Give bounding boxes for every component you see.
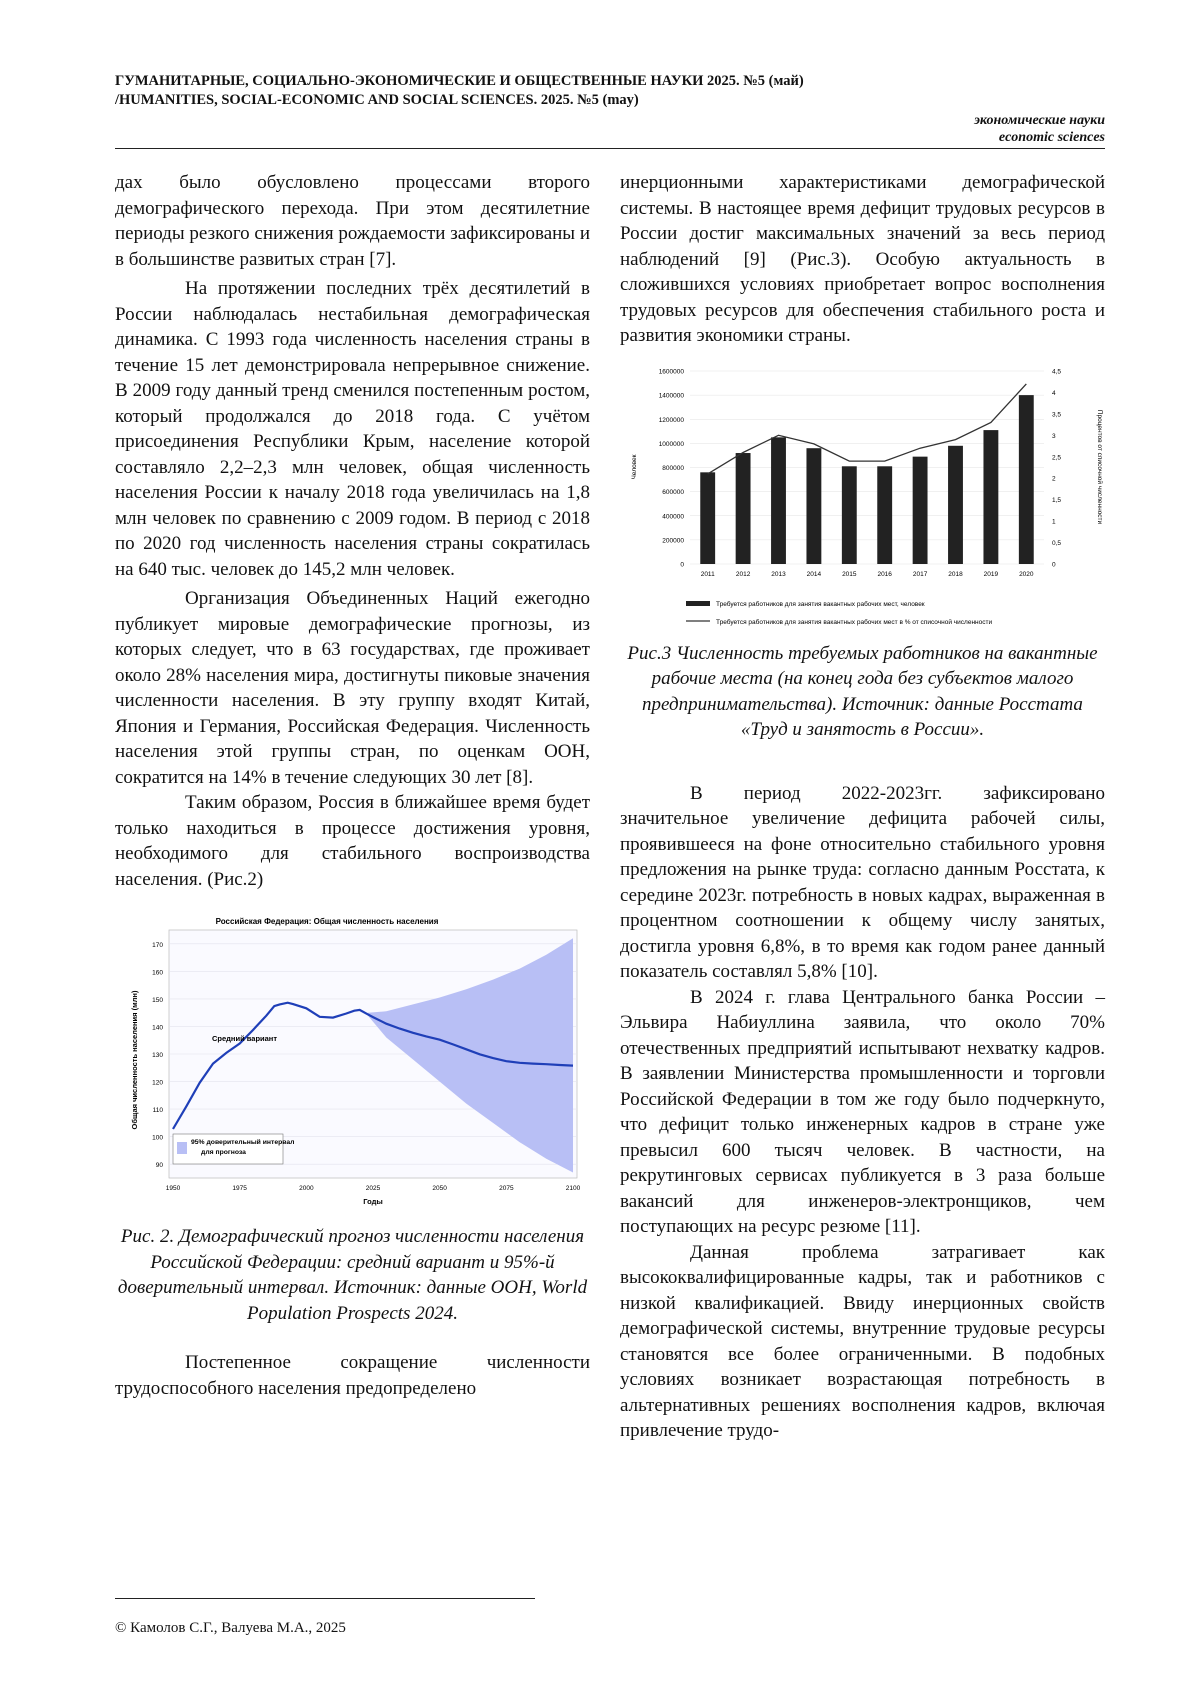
y-tick-label: 800000 bbox=[662, 464, 684, 472]
y2-axis-label: Процентов от списочной численности bbox=[1096, 409, 1103, 524]
x-tick-label: 2014 bbox=[806, 570, 822, 578]
y-tick-label: 200000 bbox=[662, 536, 684, 544]
bar bbox=[700, 472, 715, 564]
legend-label: 95% доверительный интервал для прогноза bbox=[191, 1139, 295, 1156]
bar bbox=[913, 456, 928, 563]
bar bbox=[1019, 395, 1034, 564]
paragraph: дах было обусловлено процессами второго демографического перехода. При этом десятилетние периоды резкого снижения рождаемости зафиксированы и в большинстве развитых стран [7]. bbox=[115, 172, 590, 270]
population-forecast-chart bbox=[117, 910, 587, 1210]
y-tick-label: 110 bbox=[152, 1107, 163, 1115]
section-ru: экономические науки bbox=[974, 113, 1105, 128]
y2-tick-label: 4 bbox=[1052, 389, 1056, 397]
x-tick-label: 2011 bbox=[700, 570, 715, 578]
figure-2-caption: Рис. 2. Демографический прогноз численности населения Российской Федерации: средний вариант и 95%-й доверительный интервал. Источник: данные ООН, World Population Prospects 2024. bbox=[117, 1226, 588, 1324]
y-tick-label: 0 bbox=[680, 561, 684, 568]
y-tick-label: 150 bbox=[152, 996, 163, 1004]
paragraph: Организация Объединенных Наций ежегодно публикует мировые демографические прогнозы, из которых следует, что в 63 государствах, где проживает около 28% населения мира, достигнуты пиковые значения численности населения. В эту группу входят Китай, Япония и Германия, Российская Федерация. Численность населения этой группы стран, по оценкам ООН, сократится на 14% в течение следующих 30 лет [8]. bbox=[115, 588, 590, 788]
bar bbox=[736, 453, 751, 564]
journal-title-en: /HUMANITIES, SOCIAL-ECONOMIC AND SOCIAL SCIENCES. 2025. №5 (may) bbox=[115, 92, 639, 108]
x-tick-label: 2013 bbox=[771, 570, 786, 578]
y-tick-label: 600000 bbox=[662, 488, 684, 496]
y-tick-label: 120 bbox=[152, 1079, 163, 1087]
copyright: © Камолов С.Г., Валуева М.А., 2025 bbox=[115, 1620, 346, 1636]
y-tick-label: 100 bbox=[152, 1134, 163, 1142]
footnote-rule bbox=[115, 1598, 535, 1599]
y-tick-label: 1000000 bbox=[658, 440, 684, 448]
paragraph: Постепенное сокращение численности трудоспособного населения предопределено bbox=[115, 1352, 590, 1399]
y2-tick-label: 1,5 bbox=[1052, 496, 1062, 504]
y-tick-label: 400000 bbox=[662, 512, 684, 520]
paragraph: В 2024 г. глава Центрального банка России – Эльвира Набиуллина заявила, что около 70% отечественных предприятий испытывают нехватку кадров. В заявлении Министерства промышленности и торговли Российской Федерации в том же году было подчеркнуто, что дефицит только инженерных кадров в стране уже превысил 600 тысяч человек. В частности, на рекрутинговых сервисах публикуется в 3 раза больше вакансий для инженеров-электронщиков, чем поступающих на ресурс резюме [11]. bbox=[620, 986, 1105, 1237]
x-tick-label: 2100 bbox=[565, 1185, 581, 1192]
right-column bbox=[620, 170, 1105, 1444]
left-column bbox=[115, 170, 590, 1401]
legend-swatch bbox=[177, 1142, 187, 1154]
bar bbox=[948, 445, 963, 563]
y-tick-label: 140 bbox=[152, 1024, 163, 1032]
x-tick-label: 1975 bbox=[232, 1185, 247, 1192]
chart-title: Российская Федерация: Общая численность населения bbox=[215, 917, 439, 926]
x-tick-label: 2025 bbox=[365, 1185, 381, 1192]
median-annotation: Средний вариант bbox=[212, 1034, 278, 1043]
y-tick-label: 130 bbox=[152, 1052, 163, 1059]
y-axis-label: Человек bbox=[631, 453, 638, 480]
y-axis-label: Общая численность населения (млн) bbox=[130, 990, 139, 1130]
paragraph: инерционными характеристиками демографической системы. В настоящее время дефицит трудовых ресурсов в России достиг максимальных значений за весь период наблюдений [9] (Рис.3). Особую актуальность в сложившихся условиях приобретает вопрос восполнения трудовых ресурсов для обеспечения стабильного роста и развития экономики страны. bbox=[620, 172, 1105, 346]
x-tick-label: 2012 bbox=[735, 570, 751, 578]
y-tick-label: 1200000 bbox=[658, 416, 684, 424]
x-axis-label: Годы bbox=[363, 1197, 383, 1206]
x-tick-label: 2016 bbox=[877, 570, 892, 578]
y2-tick-label: 2 bbox=[1052, 475, 1056, 483]
y2-tick-label: 3 bbox=[1052, 432, 1056, 440]
paragraph: На протяжении последних трёх десятилетий в России наблюдалась нестабильная демографическая динамика. С 1993 года численность населения страны в течение 15 лет демонстрировала непрерывное снижение. В 2009 году данный тренд сменился постепенным ростом, который продолжался до 2018 года. С учётом присоединения Республики Крым, население которой составляло 2,2–2,3 млн человек, общая численность населения России к началу 2018 года увеличилась на 1,8 млн человек по сравнению с 2009 годом. В период с 2018 по 2020 год численность населения страны сократилась на 640 тыс. человек до 145,2 млн человек. bbox=[115, 278, 590, 580]
y-tick-label: 90 bbox=[155, 1162, 163, 1170]
y-tick-label: 1400000 bbox=[658, 392, 684, 400]
paragraph: Данная проблема затрагивает как высококвалифицированные кадры, так и работников с низкой квалификацией. Ввиду инерционных свойств демографической системы, внутренние трудовые ресурсы становятся все более ограниченными. В подобных условиях возникает возрастающая потребность в альтернативных решениях восполнения кадров, включая привлечение трудо- bbox=[620, 1241, 1105, 1441]
y2-tick-label: 1 bbox=[1052, 518, 1056, 526]
x-tick-label: 2018 bbox=[948, 570, 963, 578]
bar bbox=[983, 430, 998, 564]
section-label bbox=[974, 112, 1105, 146]
x-tick-label: 2019 bbox=[983, 570, 999, 578]
y2-tick-label: 4,5 bbox=[1052, 368, 1062, 375]
section-en: economic sciences bbox=[998, 130, 1105, 145]
y2-tick-label: 2,5 bbox=[1052, 453, 1062, 461]
y2-tick-label: 0,5 bbox=[1052, 539, 1062, 547]
legend-bar-swatch bbox=[686, 601, 710, 606]
journal-header bbox=[115, 72, 1105, 110]
bar bbox=[806, 448, 821, 564]
y-tick-label: 160 bbox=[152, 969, 163, 977]
figure-3-caption: Рис.3 Численность требуемых работников на вакантные рабочие места (на конец года без субъектов малого предпринимательства). Источник: данные Росстата «Труд и занятость в России». bbox=[627, 642, 1098, 740]
x-tick-label: 2000 bbox=[299, 1185, 314, 1192]
header-rule bbox=[115, 148, 1105, 149]
x-tick-label: 2017 bbox=[912, 570, 928, 578]
journal-title-ru: ГУМАНИТАРНЫЕ, СОЦИАЛЬНО-ЭКОНОМИЧЕСКИЕ И ОБЩЕСТВЕННЫЕ НАУКИ 2025. №5 (май) bbox=[115, 73, 804, 89]
y2-tick-label: 0 bbox=[1052, 561, 1056, 568]
paragraph: Таким образом, Россия в ближайшее время будет только находиться в процессе достижения уровня, необходимого для стабильного воспроизводства населения. (Рис.2) bbox=[115, 792, 590, 890]
x-tick-label: 2020 bbox=[1019, 570, 1034, 578]
y-tick-label: 1600000 bbox=[658, 368, 684, 375]
x-tick-label: 2050 bbox=[432, 1185, 447, 1192]
legend-line-label: Требуется работников для занятия вакантных рабочих мест в % от списочной численности bbox=[716, 618, 993, 626]
y2-tick-label: 3,5 bbox=[1052, 410, 1062, 418]
bar bbox=[771, 437, 786, 564]
x-tick-label: 1950 bbox=[165, 1185, 181, 1192]
x-tick-label: 2075 bbox=[499, 1185, 514, 1192]
bar bbox=[877, 466, 892, 564]
x-tick-label: 2015 bbox=[842, 570, 857, 578]
vacancies-chart bbox=[624, 359, 1104, 637]
legend-bar-label: Требуется работников для занятия вакантных рабочих мест, человек bbox=[716, 600, 925, 608]
bar bbox=[842, 466, 857, 564]
paragraph: В период 2022-2023гг. зафиксировано значительное увеличение дефицита рабочей силы, проявившееся на фоне относительно стабильного уровня предложения на рынке труда: согласно данным Росстата, к середине 2023г. потребность в новых кадрах, выраженная в процентном соотношении к общему числу занятых, достигла уровня 6,8%, в то время как годом ранее данный показатель составлял 5,8% [10]. bbox=[620, 782, 1105, 982]
y-tick-label: 170 bbox=[152, 941, 163, 949]
